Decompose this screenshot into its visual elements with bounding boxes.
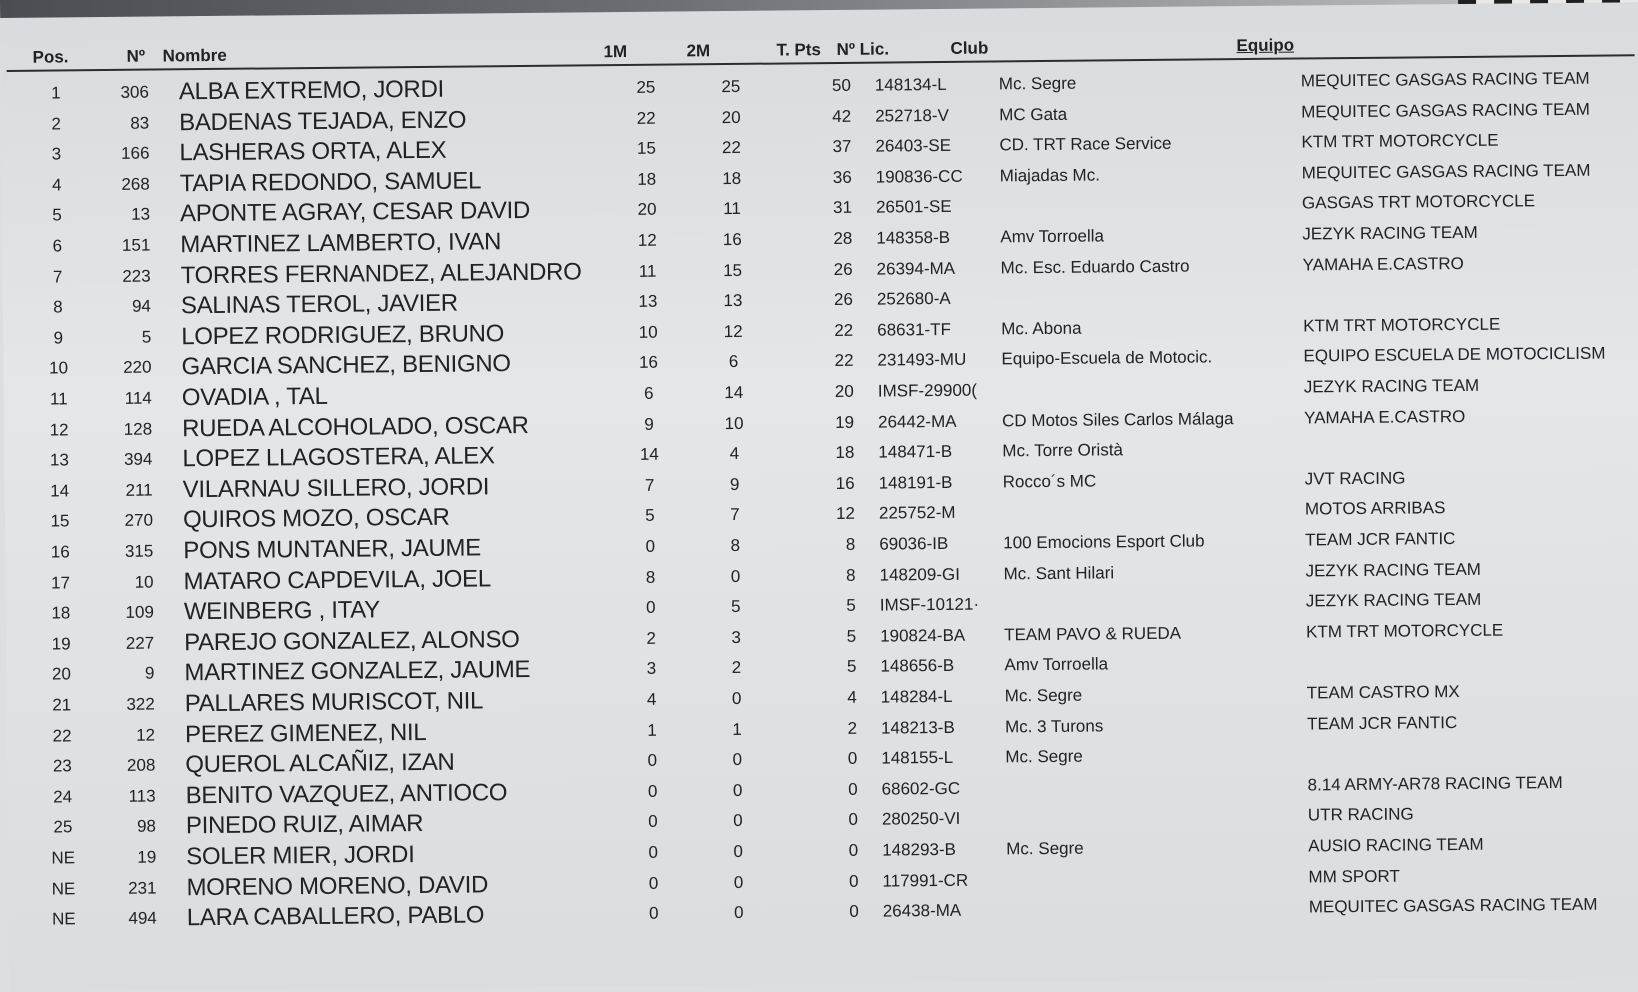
race1-points-cell: 1: [647, 720, 657, 740]
total-points-cell: 20: [834, 381, 854, 402]
pos-cell: 6: [52, 236, 63, 256]
name-cell: PINEDO RUIZ, AIMAR: [185, 810, 424, 840]
race1-points-cell: 9: [644, 414, 654, 434]
number-cell: 5: [141, 327, 152, 347]
team-cell: UTR RACING: [1307, 804, 1414, 825]
team-cell: AUSIO RACING TEAM: [1308, 834, 1484, 856]
team-cell: TEAM JCR FANTIC: [1305, 529, 1456, 550]
race1-points-cell: 16: [638, 353, 659, 373]
race1-points-cell: 0: [648, 873, 659, 893]
total-points-cell: 28: [833, 228, 853, 249]
total-points-cell: 5: [846, 626, 857, 646]
total-points-cell: 31: [833, 198, 853, 218]
race1-points-cell: 13: [638, 291, 658, 312]
race2-points-cell: 25: [721, 76, 741, 97]
number-cell: 19: [137, 847, 157, 867]
race2-points-cell: 0: [732, 750, 743, 770]
number-cell: 83: [130, 113, 150, 133]
club-cell: Mc. Segre: [1006, 838, 1084, 859]
number-cell: 231: [128, 878, 157, 898]
total-points-cell: 42: [832, 106, 852, 126]
race1-points-cell: 14: [639, 444, 659, 465]
total-points-cell: 2: [847, 718, 858, 738]
race1-points-cell: 20: [637, 200, 657, 220]
race1-points-cell: 0: [648, 812, 658, 832]
club-cell: Mc. Esc. Eduardo Castro: [1000, 256, 1190, 278]
header-2m: 2M: [686, 41, 711, 61]
race2-points-cell: 16: [722, 229, 742, 250]
race1-points-cell: 10: [638, 322, 658, 342]
total-points-cell: 22: [834, 351, 854, 371]
pos-cell: 4: [51, 175, 62, 195]
total-points-cell: 18: [835, 443, 855, 463]
club-cell: Amv Torroella: [1004, 654, 1109, 675]
number-cell: 315: [124, 541, 154, 561]
race2-points-cell: 2: [731, 658, 742, 678]
name-cell: LASHERAS ORTA, ALEX: [179, 136, 447, 167]
license-cell: 148155-L: [881, 748, 954, 768]
team-cell: 8.14 ARMY-AR78 RACING TEAM: [1307, 772, 1563, 795]
total-points-cell: 26: [833, 290, 854, 310]
race2-points-cell: 11: [723, 199, 741, 219]
license-cell: 190824-BA: [880, 625, 966, 646]
number-cell: 227: [125, 633, 155, 653]
license-cell: 231493-MU: [877, 350, 967, 370]
number-cell: 113: [128, 786, 156, 806]
team-cell: JEZYK RACING TEAM: [1305, 559, 1482, 581]
club-cell: Mc. 3 Turons: [1004, 716, 1104, 736]
race2-points-cell: 7: [730, 505, 740, 525]
club-cell: Equipo-Escuela de Motocic.: [1001, 347, 1213, 369]
total-points-cell: 5: [846, 596, 856, 616]
number-cell: 151: [121, 235, 151, 255]
pos-cell: 5: [52, 205, 62, 225]
header-club: Club: [950, 38, 989, 58]
race2-points-cell: 20: [721, 107, 741, 127]
race1-points-cell: 0: [648, 903, 659, 923]
total-points-cell: 19: [835, 412, 855, 432]
race2-points-cell: 15: [723, 260, 743, 280]
club-cell: Amv Torroella: [1000, 226, 1105, 247]
number-cell: 166: [121, 143, 150, 164]
license-cell: 252680-A: [876, 289, 951, 309]
race2-points-cell: 5: [731, 597, 741, 617]
pos-cell: 12: [49, 419, 69, 440]
total-points-cell: 16: [835, 473, 855, 493]
number-cell: 223: [122, 266, 151, 286]
race1-points-cell: 0: [647, 750, 658, 771]
team-cell: KTM TRT MOTORCYCLE: [1306, 620, 1504, 642]
name-cell: ALBA EXTREMO, JORDI: [178, 75, 445, 106]
license-cell: 148134-L: [874, 74, 947, 95]
license-cell: 68631-TF: [877, 319, 951, 340]
pos-cell: 1: [51, 83, 61, 103]
team-cell: MEQUITEC GASGAS RACING TEAM: [1301, 99, 1590, 122]
name-cell: QUIROS MOZO, OSCAR: [182, 504, 450, 534]
name-cell: LOPEZ LLAGOSTERA, ALEX: [182, 442, 495, 473]
race2-points-cell: 4: [729, 444, 740, 464]
club-cell: Mc. Segre: [1004, 685, 1083, 706]
license-cell: IMSF-10121·: [879, 594, 980, 615]
race2-points-cell: 3: [731, 627, 741, 647]
header-1m: 1M: [603, 41, 628, 62]
name-cell: MARTINEZ LAMBERTO, IVAN: [180, 228, 502, 259]
pos-cell: 22: [52, 725, 72, 746]
team-cell: YAMAHA E.CASTRO: [1303, 406, 1466, 428]
name-cell: QUEROL ALCAÑIZ, IZAN: [185, 748, 455, 779]
total-points-cell: 0: [848, 810, 858, 830]
race2-points-cell: 13: [723, 291, 743, 311]
club-cell: 100 Emocions Esport Club: [1003, 531, 1205, 553]
club-cell: TEAM PAVO & RUEDA: [1004, 623, 1182, 645]
team-cell: YAMAHA E.CASTRO: [1302, 253, 1464, 275]
license-cell: 148293-B: [882, 839, 957, 860]
club-cell: MC Gata: [999, 104, 1068, 125]
name-cell: WEINBERG , ITAY: [183, 596, 380, 626]
team-cell: TEAM CASTRO MX: [1306, 682, 1460, 703]
number-cell: 208: [126, 755, 156, 776]
club-cell: Mc. Torre Oristà: [1002, 440, 1124, 461]
name-cell: TORRES FERNANDEZ, ALEJANDRO: [180, 258, 582, 289]
race1-points-cell: 11: [638, 261, 657, 281]
total-points-cell: 0: [848, 871, 859, 891]
header-name: Nombre: [162, 45, 227, 66]
top-banner: [0, 0, 1638, 18]
total-points-cell: 0: [847, 748, 858, 769]
race2-points-cell: 0: [732, 780, 743, 800]
name-cell: VILARNAU SILLERO, JORDI: [182, 473, 490, 504]
license-cell: 68602-GC: [881, 778, 961, 799]
race2-points-cell: 22: [721, 138, 741, 158]
name-cell: GARCIA SANCHEZ, BENIGNO: [181, 350, 511, 381]
number-cell: 211: [125, 480, 153, 500]
race2-points-cell: 6: [728, 352, 739, 372]
team-cell: GASGAS TRT MOTORCYCLE: [1301, 191, 1536, 213]
pos-cell: 24: [53, 787, 73, 807]
race1-points-cell: 6: [643, 383, 654, 403]
race2-points-cell: 18: [722, 168, 742, 188]
total-points-cell: 0: [848, 779, 858, 799]
total-points-cell: 0: [848, 840, 859, 860]
number-cell: 270: [124, 510, 154, 531]
license-cell: 190836-CC: [875, 166, 963, 187]
race2-points-cell: 12: [723, 321, 743, 341]
name-cell: BENITO VAZQUEZ, ANTIOCO: [185, 778, 508, 810]
team-cell: MEQUITEC GASGAS RACING TEAM: [1301, 160, 1591, 183]
club-cell: Rocco´s MC: [1002, 471, 1097, 492]
license-cell: 148191-B: [878, 472, 953, 493]
header-lic: Nº Lic.: [836, 39, 890, 59]
race2-points-cell: 0: [733, 903, 744, 923]
name-cell: MORENO MORENO, DAVID: [186, 870, 489, 901]
pos-cell: 19: [51, 634, 71, 654]
license-cell: 225752-M: [878, 503, 956, 523]
race2-points-cell: 8: [730, 535, 741, 556]
name-cell: LARA CABALLERO, PABLO: [186, 901, 485, 932]
club-cell: CD. TRT Race Service: [999, 133, 1172, 155]
pos-cell: 14: [50, 481, 70, 501]
race2-points-cell: 0: [733, 811, 743, 831]
club-cell: Mc. Segre: [1005, 746, 1083, 767]
team-cell: JEZYK RACING TEAM: [1302, 222, 1478, 244]
race1-points-cell: 7: [644, 475, 655, 495]
race1-points-cell: 0: [646, 597, 656, 618]
pos-cell: 7: [52, 267, 63, 287]
pos-cell: 20: [51, 664, 72, 684]
name-cell: PALLARES MURISCOT, NIL: [184, 687, 484, 718]
pos-cell: 18: [51, 603, 71, 623]
total-points-cell: 12: [835, 504, 856, 524]
race1-points-cell: 2: [646, 628, 656, 648]
pos-cell: 13: [49, 450, 69, 470]
license-cell: 148656-B: [880, 656, 955, 676]
team-cell: KTM TRT MOTORCYCLE: [1303, 314, 1501, 336]
name-cell: SALINAS TEROL, JAVIER: [180, 289, 458, 320]
team-cell: MM SPORT: [1308, 866, 1400, 887]
club-cell: Mc. Segre: [998, 73, 1077, 94]
team-cell: JEZYK RACING TEAM: [1305, 589, 1482, 611]
total-points-cell: 5: [846, 657, 857, 677]
team-cell: MEQUITEC GASGAS RACING TEAM: [1308, 894, 1598, 917]
pos-cell: NE: [51, 909, 76, 929]
team-cell: JEZYK RACING TEAM: [1303, 375, 1480, 397]
name-cell: SOLER MIER, JORDI: [186, 841, 415, 871]
pos-cell: 11: [49, 389, 68, 409]
team-cell: TEAM JCR FANTIC: [1306, 712, 1458, 734]
team-cell: MOTOS ARRIBAS: [1304, 498, 1446, 519]
race1-points-cell: 8: [645, 567, 656, 587]
race1-points-cell: 0: [645, 536, 656, 556]
number-cell: 322: [126, 694, 155, 714]
pos-cell: 23: [52, 756, 72, 776]
number-cell: 394: [123, 449, 153, 470]
license-cell: 148209-GI: [879, 564, 960, 585]
name-cell: MATARO CAPDEVILA, JOEL: [183, 564, 491, 595]
race1-points-cell: 22: [636, 108, 656, 128]
license-cell: 69036-IB: [879, 533, 949, 554]
number-cell: 13: [131, 204, 151, 225]
race2-points-cell: 0: [731, 688, 742, 709]
license-cell: 252718-V: [875, 105, 949, 126]
total-points-cell: 50: [831, 75, 851, 96]
total-points-cell: 4: [847, 687, 857, 707]
number-cell: 494: [128, 908, 157, 928]
total-points-cell: 36: [832, 167, 852, 187]
license-cell: 26403-SE: [875, 136, 952, 156]
pos-cell: 8: [53, 297, 63, 317]
number-cell: 109: [125, 602, 154, 623]
number-cell: 10: [134, 572, 154, 592]
race2-points-cell: 0: [730, 566, 741, 586]
race2-points-cell: 14: [724, 382, 744, 403]
name-cell: RUEDA ALCOHOLADO, OSCAR: [181, 411, 529, 442]
pos-cell: 16: [50, 542, 70, 562]
race2-points-cell: 10: [724, 413, 744, 433]
number-cell: 9: [144, 663, 155, 684]
name-cell: LOPEZ RODRIGUEZ, BRUNO: [181, 319, 505, 351]
club-cell: CD Motos Siles Carlos Málaga: [1001, 408, 1234, 430]
pos-cell: 2: [51, 114, 62, 134]
race2-points-cell: 1: [732, 719, 742, 739]
pos-cell: 10: [48, 358, 69, 378]
license-cell: 148358-B: [876, 227, 951, 248]
total-points-cell: 37: [832, 137, 852, 157]
name-cell: PAREJO GONZALEZ, ALONSO: [184, 625, 520, 657]
pos-cell: 9: [53, 328, 64, 348]
name-cell: PEREZ GIMENEZ, NIL: [184, 718, 427, 748]
header-total: T. Pts: [776, 40, 822, 60]
header-pos: Pos.: [32, 47, 69, 67]
number-cell: 306: [120, 82, 149, 102]
number-cell: 12: [136, 725, 156, 745]
team-cell: MEQUITEC GASGAS RACING TEAM: [1300, 68, 1590, 91]
header-team: Equipo: [1236, 35, 1295, 56]
race1-points-cell: 0: [648, 842, 659, 862]
total-points-cell: 0: [849, 901, 859, 922]
pos-cell: 15: [50, 511, 70, 531]
race1-points-cell: 25: [636, 77, 656, 97]
pos-cell: 17: [51, 572, 71, 593]
name-cell: OVADIA , TAL: [181, 382, 328, 412]
pos-cell: NE: [51, 848, 76, 868]
team-cell: KTM TRT MOTORCYCLE: [1301, 130, 1499, 152]
race1-points-cell: 5: [645, 506, 655, 526]
number-cell: 220: [123, 357, 152, 378]
total-points-cell: 8: [845, 565, 856, 585]
pos-cell: NE: [51, 878, 76, 899]
team-cell: JVT RACING: [1304, 468, 1406, 489]
license-cell: 117991-CR: [882, 870, 969, 891]
checkered-flag-decoration: [1458, 0, 1638, 4]
club-cell: Mc. Sant Hilari: [1003, 562, 1115, 583]
club-cell: Miajadas Mc.: [999, 165, 1100, 186]
pos-cell: 21: [52, 695, 72, 715]
race2-points-cell: 9: [729, 474, 740, 494]
license-cell: 26394-MA: [876, 258, 956, 279]
club-cell: Mc. Abona: [1001, 318, 1082, 339]
race1-points-cell: 0: [647, 781, 658, 801]
race1-points-cell: 12: [637, 230, 657, 250]
total-points-cell: 8: [845, 534, 856, 554]
name-cell: APONTE AGRAY, CESAR DAVID: [179, 197, 531, 228]
license-cell: 26438-MA: [882, 901, 962, 921]
race1-points-cell: 3: [646, 659, 657, 679]
race2-points-cell: 0: [733, 841, 744, 861]
license-cell: 280250-VI: [881, 809, 961, 829]
number-cell: 268: [121, 174, 150, 194]
number-cell: 98: [136, 816, 157, 837]
pos-cell: 25: [53, 817, 73, 837]
number-cell: 114: [124, 388, 152, 408]
team-cell: EQUIPO ESCUELA DE MOTOCICLISM: [1303, 343, 1606, 366]
name-cell: TAPIA REDONDO, SAMUEL: [179, 167, 482, 198]
race1-points-cell: 4: [646, 689, 657, 709]
number-cell: 128: [123, 419, 153, 439]
license-cell: IMSF-29900(: [877, 380, 978, 401]
name-cell: PONS MUNTANER, JAUME: [183, 534, 481, 565]
number-cell: 94: [131, 296, 152, 316]
name-cell: MARTINEZ GONZALEZ, JAUME: [184, 656, 531, 687]
license-cell: 148284-L: [880, 686, 953, 707]
race2-points-cell: 0: [733, 872, 744, 892]
race1-points-cell: 18: [637, 169, 657, 189]
header-num: Nº: [126, 46, 146, 66]
race1-points-cell: 15: [636, 138, 656, 159]
total-points-cell: 22: [834, 320, 854, 340]
license-cell: 148471-B: [878, 442, 953, 462]
license-cell: 26501-SE: [875, 197, 952, 217]
license-cell: 148213-B: [880, 717, 955, 738]
license-cell: 26442-MA: [877, 411, 957, 432]
name-cell: BADENAS TEJADA, ENZO: [179, 106, 467, 136]
total-points-cell: 26: [833, 259, 853, 279]
pos-cell: 3: [51, 144, 62, 164]
